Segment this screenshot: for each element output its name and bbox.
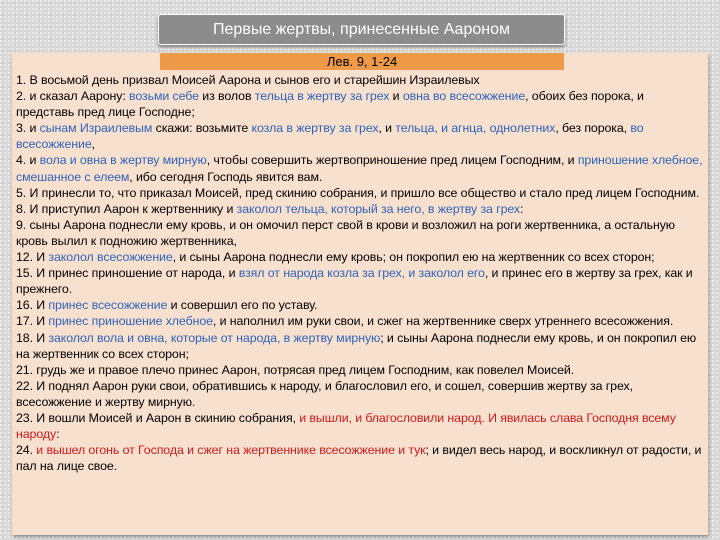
highlighted-phrase: заколол всесожжение bbox=[48, 250, 173, 265]
highlighted-phrase: взял от народа козла за грех, и заколол его bbox=[238, 266, 485, 281]
verse-text: 4. и bbox=[16, 153, 40, 168]
verse-text: , ибо сегодня Господь явится вам. bbox=[129, 169, 323, 184]
verse bbox=[16, 88, 704, 120]
verse-text: 8. И приступил Аарон к жертвеннику и bbox=[16, 201, 237, 216]
verse bbox=[16, 185, 704, 201]
verse bbox=[16, 297, 704, 313]
slide-title: Первые жертвы, принесенные Аароном bbox=[158, 14, 565, 45]
verse bbox=[16, 410, 704, 442]
verse-text: 24. bbox=[16, 443, 37, 458]
verse-text: 3. и bbox=[16, 121, 40, 136]
verse-text: 12. И bbox=[16, 250, 49, 265]
verse bbox=[16, 152, 704, 184]
highlighted-phrase: приношение хлебное, смешанное с елеем bbox=[16, 153, 703, 184]
verse-text: 18. И bbox=[16, 330, 49, 345]
verse-text: 1. В восьмой день призвал Моисей Аарона и сынов его и старейшин Израилевых bbox=[16, 73, 480, 87]
verse-text: и совершил его по уставу. bbox=[167, 298, 318, 313]
verse bbox=[16, 378, 704, 410]
highlighted-phrase: и вышли, и благословили народ. И явилась слава Господня всему народу bbox=[16, 410, 676, 442]
verse-text: 9. сыны Аарона поднесли ему кровь, и он омочил перст свой в крови и возложил на роги жертвенника, а остальную кровь вылил к подножию жертвенника, bbox=[16, 217, 675, 248]
verse-text: 17. И bbox=[16, 314, 49, 329]
scripture-reference: Лев. 9, 1-24 bbox=[160, 53, 564, 70]
verse-text: 22. И поднял Аарон руки свои, обратившись к народу, и благословил его, и сошел, совершив жертву за грех, всесожжение и жертву мирную. bbox=[16, 378, 633, 409]
verse bbox=[16, 330, 704, 362]
verse-text: : bbox=[519, 201, 524, 216]
verse-text: , bbox=[91, 137, 95, 152]
verse-text: 2. и сказал Аарону: bbox=[16, 89, 130, 104]
highlighted-phrase: вола и овна в жертву мирную bbox=[39, 153, 207, 168]
highlighted-phrase: овна во всесожжение bbox=[402, 89, 526, 104]
highlighted-phrase: заколол тельца, который за него, в жертву за грех bbox=[236, 201, 520, 216]
highlighted-phrase: принес приношение хлебное bbox=[48, 314, 213, 329]
verse bbox=[16, 265, 704, 297]
highlighted-phrase: козла в жертву за грех bbox=[251, 121, 379, 136]
verse-text: , и принес его в жертву за грех, как и прежнего. bbox=[16, 266, 693, 297]
verse bbox=[16, 442, 704, 474]
highlighted-phrase: возьми себе bbox=[129, 89, 199, 104]
verse-text: 15. И принес приношение от народа, и bbox=[16, 266, 239, 281]
highlighted-phrase: во всесожжение bbox=[16, 121, 644, 152]
verse bbox=[16, 313, 704, 329]
verse-text: скажи: возьмите bbox=[152, 121, 252, 136]
verse-text: , и bbox=[378, 121, 396, 136]
highlighted-phrase: принес всесожжение bbox=[48, 298, 168, 313]
verse bbox=[16, 201, 704, 217]
verse-text: , обоих без порока, и представь пред лице Господне; bbox=[16, 89, 644, 120]
highlighted-phrase: тельца в жертву за грех bbox=[254, 89, 390, 104]
highlighted-phrase: тельца, и агнца, однолетних bbox=[395, 121, 556, 136]
verse-text: ; и сыны Аарона поднесли ему кровь, и он покропил ею на жертвенник со всех сторон; bbox=[16, 330, 697, 361]
verse-list bbox=[16, 72, 704, 474]
verse-text: 23. И вошли Моисей и Аарон в скинию собрания, bbox=[16, 410, 300, 425]
verse bbox=[16, 120, 704, 152]
verse-text: 21. грудь же и правое плечо принес Аарон, потрясая пред лицем Господним, как повелел Моисей. bbox=[16, 362, 575, 377]
verse-text: ; и видел весь народ, и воскликнул от радости, и пал на лице свое. bbox=[16, 443, 702, 474]
verse-text: 16. И bbox=[16, 298, 49, 313]
verse-text: , без порока, bbox=[555, 121, 631, 136]
verse-text: 5. И принесли то, что приказал Моисей, пред скинию собрания, и пришло все общество и стало пред лицем Господним. bbox=[16, 185, 700, 200]
verse bbox=[16, 72, 704, 88]
verse-text: , и наполнил им руки свои, и сжег на жертвеннике сверх утреннего всесожжения. bbox=[212, 314, 674, 329]
verse bbox=[16, 217, 704, 249]
verse-text: , и сыны Аарона поднесли ему кровь; он покропил ею на жертвенник со всех сторон; bbox=[172, 250, 655, 265]
verse-text: : bbox=[56, 427, 60, 442]
verse bbox=[16, 249, 704, 265]
verse-text: , чтобы совершить жертвоприношение пред лицем Господним, и bbox=[206, 153, 578, 168]
highlighted-phrase: сынам Израилевым bbox=[39, 121, 153, 136]
highlighted-phrase: и вышел огонь от Господа и сжег на жертвеннике всесожжение и тук bbox=[36, 443, 426, 458]
verse-text: и bbox=[389, 89, 403, 104]
verse bbox=[16, 362, 704, 378]
highlighted-phrase: заколол вола и овна, которые от народа, в жертву мирную bbox=[48, 330, 381, 345]
verse-text: из волов bbox=[198, 89, 255, 104]
